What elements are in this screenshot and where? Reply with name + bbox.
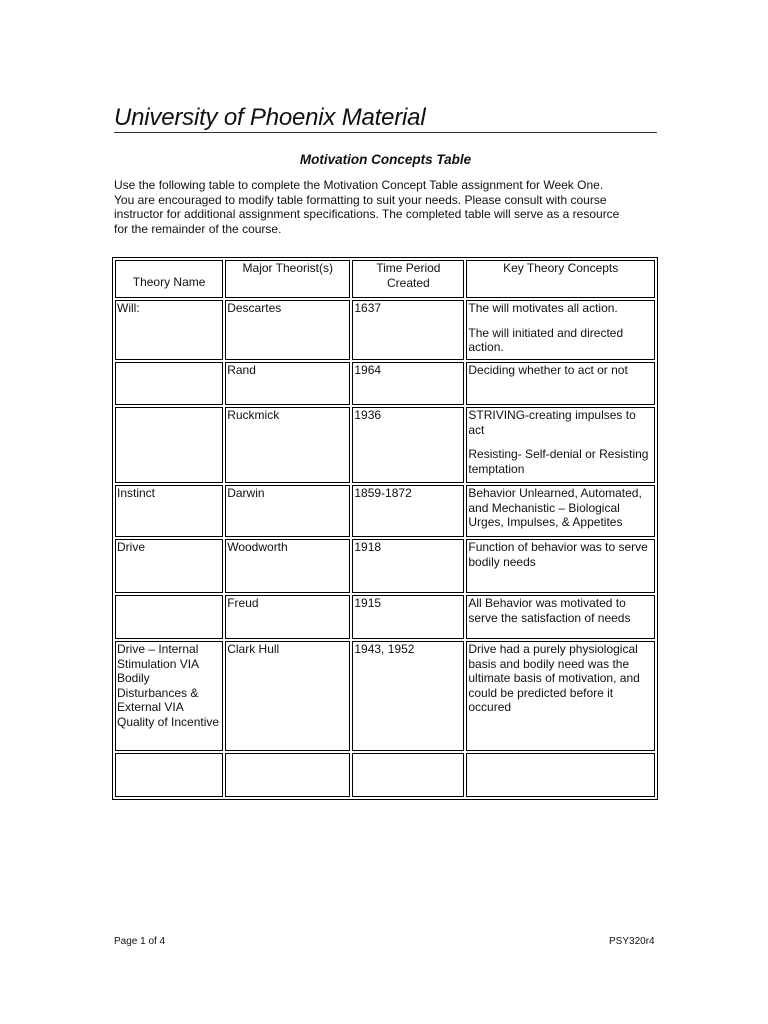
period-cell: 1936 bbox=[352, 407, 464, 483]
theorist-cell: Rand bbox=[225, 362, 350, 405]
theorist-cell: Woodworth bbox=[225, 539, 350, 593]
header-time-period: Time Period Created bbox=[352, 260, 464, 298]
period-cell: 1859-1872 bbox=[352, 485, 464, 537]
concept-text: Drive had a purely physiological basis and bodily need was the ultimate basis of motivation, and could be predicted before it occured bbox=[468, 642, 640, 714]
document-title: Motivation Concepts Table bbox=[299, 152, 472, 167]
theorist-cell: Clark Hull bbox=[225, 641, 350, 751]
theorist-cell: Descartes bbox=[225, 300, 350, 360]
motivation-concepts-table bbox=[112, 257, 658, 800]
theory-name-cell bbox=[115, 407, 223, 483]
theory-name-cell: Will: bbox=[115, 300, 223, 360]
table-row bbox=[115, 641, 655, 751]
intro-line: for the remainder of the course. bbox=[114, 221, 282, 236]
theory-name-cell bbox=[115, 362, 223, 405]
concepts-cell bbox=[466, 485, 655, 537]
theorist-cell: Darwin bbox=[225, 485, 350, 537]
concept-text: Function of behavior was to serve bodily needs bbox=[468, 540, 648, 569]
period-cell: 1943, 1952 bbox=[352, 641, 464, 751]
theory-name-cell: Instinct bbox=[115, 485, 223, 537]
concepts-cell bbox=[466, 753, 655, 797]
concept-text: STRIVING-creating impulses to act bbox=[468, 408, 636, 437]
concept-text: Deciding whether to act or not bbox=[468, 363, 628, 377]
concepts-cell bbox=[466, 300, 655, 360]
intro-line: You are encouraged to modify table formatting to suit your needs. Please consult with course bbox=[114, 192, 607, 207]
concepts-cell bbox=[466, 407, 655, 483]
table-row bbox=[115, 300, 655, 360]
period-cell: 1918 bbox=[352, 539, 464, 593]
concepts-cell bbox=[466, 641, 655, 751]
table-row bbox=[115, 539, 655, 593]
header-key-concepts: Key Theory Concepts bbox=[466, 260, 655, 298]
concepts-cell bbox=[466, 362, 655, 405]
header-theory-name: Theory Name bbox=[115, 260, 223, 298]
table-row bbox=[115, 362, 655, 405]
concepts-cell bbox=[466, 539, 655, 593]
theory-name-cell bbox=[115, 595, 223, 639]
theory-name-cell bbox=[115, 753, 223, 797]
period-cell bbox=[352, 753, 464, 797]
concept-text: Behavior Unlearned, Automated, and Mechanistic – Biological Urges, Impulses, & Appetites bbox=[468, 486, 642, 529]
concepts-cell bbox=[466, 595, 655, 639]
concept-text: The will initiated and directed action. bbox=[468, 325, 624, 354]
header-title: University of Phoenix Material bbox=[114, 104, 426, 131]
header-major-theorists: Major Theorist(s) bbox=[225, 260, 350, 298]
course-code: PSY320r4 bbox=[609, 936, 655, 947]
theorist-cell: Ruckmick bbox=[225, 407, 350, 483]
period-cell: 1637 bbox=[352, 300, 464, 360]
period-cell: 1915 bbox=[352, 595, 464, 639]
table-row bbox=[115, 753, 655, 797]
theory-name-cell: Drive – Internal Stimulation VIA Bodily Disturbances & External VIA Quality of Incentive bbox=[115, 641, 223, 751]
intro-line: Use the following table to complete the Motivation Concept Table assignment for Week One. bbox=[114, 178, 604, 192]
header-divider bbox=[114, 132, 657, 133]
concept-text: Resisting- Self-denial or Resisting temptation bbox=[468, 447, 649, 476]
table-row bbox=[115, 407, 655, 483]
concept-text: All Behavior was motivated to serve the satisfaction of needs bbox=[468, 596, 631, 625]
intro-line: instructor for additional assignment specifications. The completed table will serve as a resource bbox=[114, 207, 620, 221]
table-row bbox=[115, 595, 655, 639]
intro-paragraph bbox=[114, 178, 657, 236]
theorist-cell: Freud bbox=[225, 595, 350, 639]
theorist-cell bbox=[225, 753, 350, 797]
concept-text: The will motivates all action. bbox=[468, 301, 618, 315]
theory-name-cell: Drive bbox=[115, 539, 223, 593]
period-cell: 1964 bbox=[352, 362, 464, 405]
page-number: Page 1 of 4 bbox=[114, 936, 166, 947]
table-row bbox=[115, 485, 655, 537]
